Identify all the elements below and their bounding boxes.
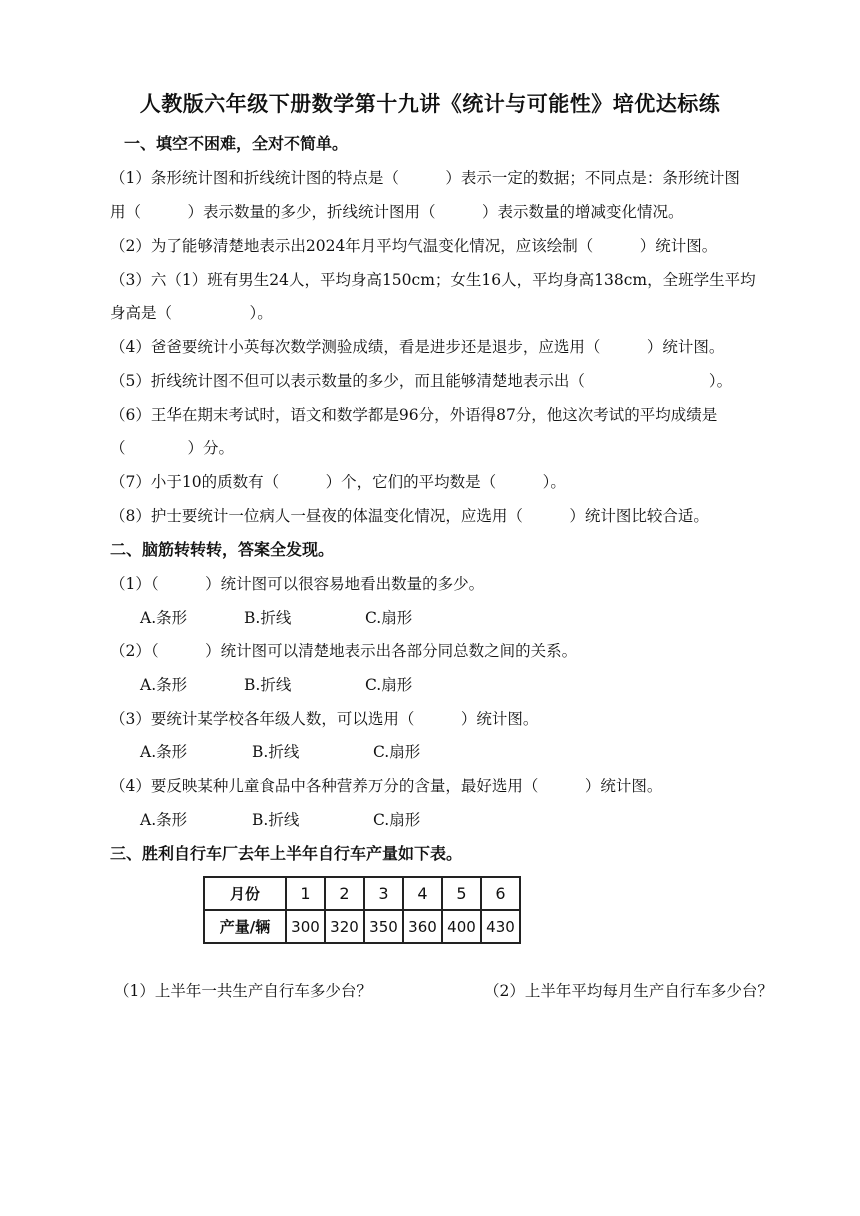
section2-options-3 — [140, 742, 420, 762]
section1-line-11: （8）护士要统计一位病人一昼夜的体温变化情况，应选用（ ）统计图比较合适。 — [110, 507, 709, 525]
section1-line-5: 身高是（ ）。 — [110, 304, 273, 322]
section2-question-1: （1）（ ）统计图可以很容易地看出数量的多少。 — [110, 575, 485, 593]
section2-options-1 — [140, 608, 412, 628]
table-cell-production: 300 — [286, 910, 325, 943]
section2-options-2 — [140, 675, 412, 695]
table-cell-month: 6 — [481, 877, 520, 910]
table-header-month: 月份 — [204, 877, 286, 910]
table-row-months — [204, 877, 520, 910]
table-cell-production: 430 — [481, 910, 520, 943]
table-header-production: 产量/辆 — [204, 910, 286, 943]
section1-line-7: （5）折线统计图不但可以表示数量的多少，而且能够清楚地表示出（ ）。 — [110, 372, 733, 390]
section3-heading: 三、胜利自行车厂去年上半年自行车产量如下表。 — [110, 844, 463, 863]
option-c: C.扇形 — [373, 743, 421, 761]
table-cell-production: 350 — [364, 910, 403, 943]
section2-question-3: （3）要统计某学校各年级人数，可以选用（ ）统计图。 — [110, 710, 539, 728]
table-cell-production: 360 — [403, 910, 442, 943]
option-b: B.折线 — [244, 676, 292, 694]
table-cell-production: 400 — [442, 910, 481, 943]
option-a: A.条形 — [140, 743, 188, 761]
option-b: B.折线 — [252, 743, 300, 761]
section1-line-1: （1）条形统计图和折线统计图的特点是（ ）表示一定的数据；不同点是：条形统计图 — [110, 169, 740, 187]
table-row-production — [204, 910, 520, 943]
option-b: B.折线 — [244, 609, 292, 627]
table-cell-month: 5 — [442, 877, 481, 910]
section1-line-8: （6）王华在期末考试时，语文和数学都是96分，外语得87分，他这次考试的平均成绩是 — [110, 406, 718, 424]
table-cell-month: 4 — [403, 877, 442, 910]
page-title: 人教版六年级下册数学第十九讲《统计与可能性》培优达标练 — [139, 91, 721, 116]
option-a: A.条形 — [140, 811, 188, 829]
option-c: C.扇形 — [365, 676, 413, 694]
option-a: A.条形 — [140, 609, 188, 627]
section1-heading: 一、填空不困难，全对不简单。 — [124, 134, 349, 153]
section1-line-9: （ ）分。 — [110, 439, 235, 457]
section2-question-4: （4）要反映某种儿童食品中各种营养万分的含量，最好选用（ ）统计图。 — [110, 777, 663, 795]
section2-options-4 — [140, 810, 420, 830]
option-b: B.折线 — [252, 811, 300, 829]
table-cell-month: 2 — [325, 877, 364, 910]
production-table — [203, 876, 521, 944]
option-a: A.条形 — [140, 676, 188, 694]
section1-line-6: （4）爸爸要统计小英每次数学测验成绩，看是进步还是退步，应选用（ ）统计图。 — [110, 338, 725, 356]
option-c: C.扇形 — [373, 811, 421, 829]
section1-line-3: （2）为了能够清楚地表示出2024年月平均气温变化情况，应该绘制（ ）统计图。 — [110, 237, 718, 255]
table-cell-month: 1 — [286, 877, 325, 910]
section3-question-2: （2）上半年平均每月生产自行车多少台？ — [484, 982, 773, 1000]
section1-line-4: （3）六（1）班有男生24人，平均身高150cm；女生16人，平均身高138cm，全班学生平均 — [110, 271, 756, 289]
section2-heading: 二、脑筋转转转，答案全发现。 — [110, 540, 335, 559]
section2-question-2: （2）（ ）统计图可以清楚地表示出各部分同总数之间的关系。 — [110, 642, 578, 660]
section1-line-10: （7）小于10的质数有（ ）个，它们的平均数是（ ）。 — [110, 473, 566, 491]
option-c: C.扇形 — [365, 609, 413, 627]
section1-line-2: 用（ ）表示数量的多少，折线统计图用（ ）表示数量的增减变化情况。 — [110, 203, 684, 221]
section3-question-1: （1）上半年一共生产自行车多少台？ — [114, 982, 372, 1000]
table-cell-production: 320 — [325, 910, 364, 943]
table-cell-month: 3 — [364, 877, 403, 910]
